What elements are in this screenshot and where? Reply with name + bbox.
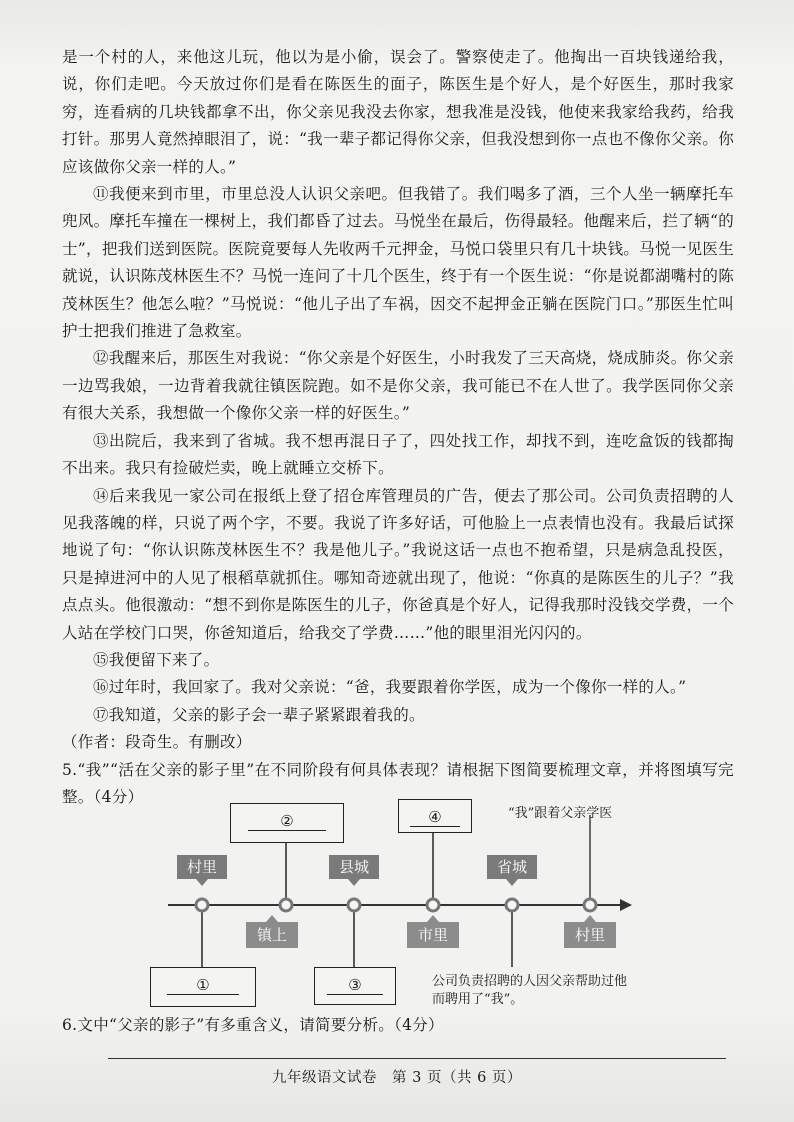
node-4 [427,899,439,911]
paragraph-11: ⑪我便来到市里，市里总没人认识父亲吧。但我错了。我们喝多了酒，三个人坐一辆摩托车兜风。摩托车撞在一棵树上，我们都昏了过去。马悦坐在最后，伤得最轻。他醒来后，拦了辆“的士”，把我们送到医院。医院竟要每人先收两千元押金，马悦口袋里只有几十块钱。马悦一见医生就说，认识陈茂林医生不？马悦一连问了十几个医生，终于有一个医生说：“你是说都湖嘴村的陈茂林医生？他怎么啦？”马悦说：“他儿子出了车祸，因交不起押金正躺在医院门口。”那医生忙叫护士把我们推进了急救室。 [62,185,734,341]
blank-box-1 [150,967,256,1007]
paragraph-16: ⑯过年时，我回家了。我对父亲说：“爸，我要跟着你学医，成为一个像你一样的人。” [93,678,687,697]
top-tag-province: 省城 [487,855,537,879]
note-hired: 公司负责招聘的人因父亲帮助过他而聘用了“我”。 [432,974,628,1007]
note-learn-medicine: “我”跟着父亲学医 [508,806,613,821]
author-credit: （作者：段奇生。有删改） [62,733,252,752]
bottom-tag-village: 村里 [564,922,616,948]
paragraph-13: ⑬出院后，我来到了省城。我不想再混日子了，四处找工作，却找不到，连吃盒饭的钱都掏不出来。我只有捡破烂卖，晚上就睡立交桥下。 [62,431,734,478]
paragraph-12: ⑫我醒来后，那医生对我说：“你父亲是个好医生，小时我发了三天高烧，烧成肺炎。你父亲一边骂我娘，一边背着我就往镇医院跑。如不是你父亲，我可能已不在人世了。我学医同你父亲有很大关系，我想做一个像你父亲一样的好医生。” [62,349,734,423]
paragraph-continued: 是一个村的人，来他这儿玩，他以为是小偷，误会了。警察使走了。他掏出一百块钱递给我，说，你们走吧。今天放过你们是看在陈医生的面子，陈医生是个好人，是个好医生，那时我家穷，连看病的几块钱都拿不出，你父亲见我没去你家，想我准是没钱，他使来我家给我药，给我打针。那男人竟然掉眼泪了，说：“我一辈子都记得你父亲，但我没想到你一点也不像你父亲。你应该做你父亲一样的人。” [62,48,734,176]
blank-label-2: ② [248,812,326,831]
top-tag-village: 村里 [177,855,227,879]
blank-label-1: ① [167,976,240,995]
paragraph-15: ⑮我便留下来了。 [93,650,220,669]
top-tag-county: 县城 [329,855,379,879]
footer-divider [108,1058,726,1059]
node-3 [348,899,360,911]
blank-label-3: ③ [327,976,383,995]
paragraph-17: ⑰我知道，父亲的影子会一辈子紧紧跟着我的。 [93,705,425,724]
blank-box-3 [314,967,396,1005]
node-5 [506,899,518,911]
node-1 [196,899,208,911]
question-6-block [62,1012,734,1039]
question-5: 5.“我”“活在父亲的影子里”在不同阶段有何具体表现？请根据下图简要梳理文章，并将图填写完整。（4分） [62,760,734,806]
timeline-diagram [150,795,650,1010]
blank-label-4: ④ [410,808,460,827]
page-footer: 九年级语文试卷 第 3 页（共 6 页） [272,1070,522,1086]
blank-box-4 [398,799,472,833]
question-6: 6.文中“父亲的影子”有多重含义，请简要分析。（4分） [62,1016,444,1034]
passage [62,44,734,811]
blank-box-2 [230,803,344,843]
node-2 [280,899,292,911]
node-6 [584,899,596,911]
bottom-tag-city: 市里 [407,922,459,948]
paragraph-14: ⑭后来我见一家公司在报纸上登了招仓库管理员的广告，便去了那公司。公司负责招聘的人见我落魄的样，只说了两个字，不要。我说了许多好话，可他脸上一点表情也没有。我最后试探地说了句：“你认识陈茂林医生不？我是他儿子。”我说这话一点也不抱希望，只是病急乱投医，只是掉进河中的人见了根稻草就抓住。哪知奇迹就出现了，他说：“你真的是陈医生的儿子？”我点点头。他很激动：“想不到你是陈医生的儿子，你爸真是个好人，记得我那时没钱交学费，一个人站在学校门口哭，你爸知道后，给我交了学费……”他的眼里泪光闪闪的。 [62,486,734,642]
bottom-tag-town: 镇上 [246,922,298,948]
